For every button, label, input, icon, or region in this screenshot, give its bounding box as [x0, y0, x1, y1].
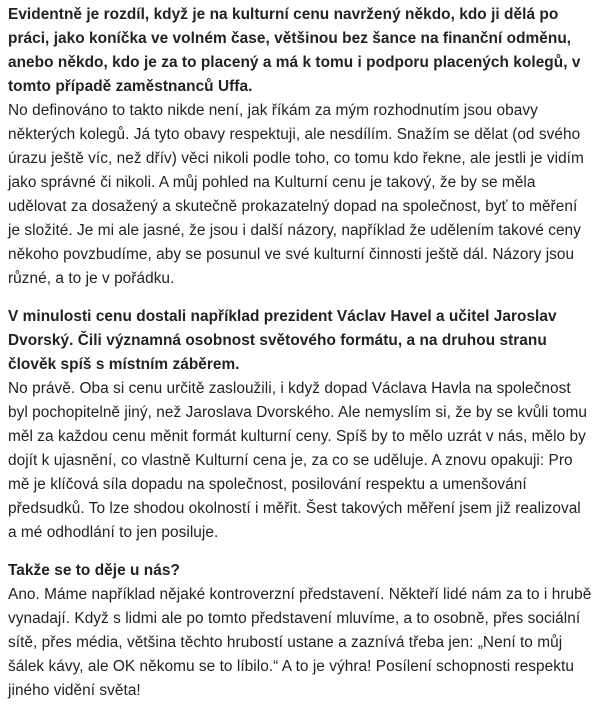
interview-question: Evidentně je rozdíl, když je na kulturní cenu navržený někdo, kdo ji dělá po práci, jako koníčka ve volném čase, většinou bez šance na finanční odměnu, anebo někdo, kdo je za to placený a má k tomu i podporu placených kolegů, v tomto případě zaměstnanců Uffa. [8, 6, 581, 95]
interview-answer: No definováno to takto nikde není, jak říkám za mým rozhodnutím jsou obavy některých kolegů. Já tyto obavy respektuji, ale nesdílím. Snažím se dělat (od svého úrazu ještě víc, než dřív) věci nikoli podle toho, co tomu kdo řekne, ale jestli je vidím jako správné či nikoli. A můj pohled na Kulturní cenu je takový, že by se měla udělovat za dosažený a skutečně prokazatelný dopad na společnost, byť to měření je složité. Je mi ale jasné, že jsou i další názory, například že udělením takové ceny někoho povzbudíme, aby se posunul ve své kulturní činnosti ještě dál. Názory jsou různé, a to je v pořádku. [8, 102, 584, 287]
interview-question: V minulosti cenu dostali například prezident Václav Havel a učitel Jaroslav Dvorský. Čili významná osobnost světového formátu, a na druhou stranu člověk spíš s místním záběrem. [8, 308, 557, 373]
qa-block [8, 3, 592, 291]
interview-answer: Ano. Máme například nějaké kontroverzní představení. Někteří lidé nám za to i hrubě vynadají. Když s lidmi ale po tomto představení mluvíme, a to osobně, přes sociální sítě, přes média, většina těchto hrubostí ustane a zaznívá třeba jen: „Není to můj šálek kávy, ale OK někomu se to líbilo.“ A to je výhra! Posílení schopnosti respektu jiného vidění světa! [8, 586, 592, 699]
interview-answer: No právě. Oba si cenu určitě zasloužili, i když dopad Václava Havla na společnost byl pochopitelně jiný, než Jaroslava Dvorského. Ale nemyslím si, že by se kvůli tomu měl za každou cenu měnit formát kulturní ceny. Spíš by to mělo uzrát v nás, mělo by dojít k ujasnění, co vlastně Kulturní cena je, za co se uděluje. A znovu opakuji: Pro mě je klíčová síla dopadu na společnost, posilování respektu a umenšování předsudků. To lze shodou okolností i měřit. Šest takových měření jsem již realizoval a mé odhodlání to jen posiluje. [8, 380, 588, 541]
interview-question: Takže se to děje u nás? [8, 562, 180, 579]
qa-block [8, 305, 592, 545]
qa-block [8, 559, 592, 703]
